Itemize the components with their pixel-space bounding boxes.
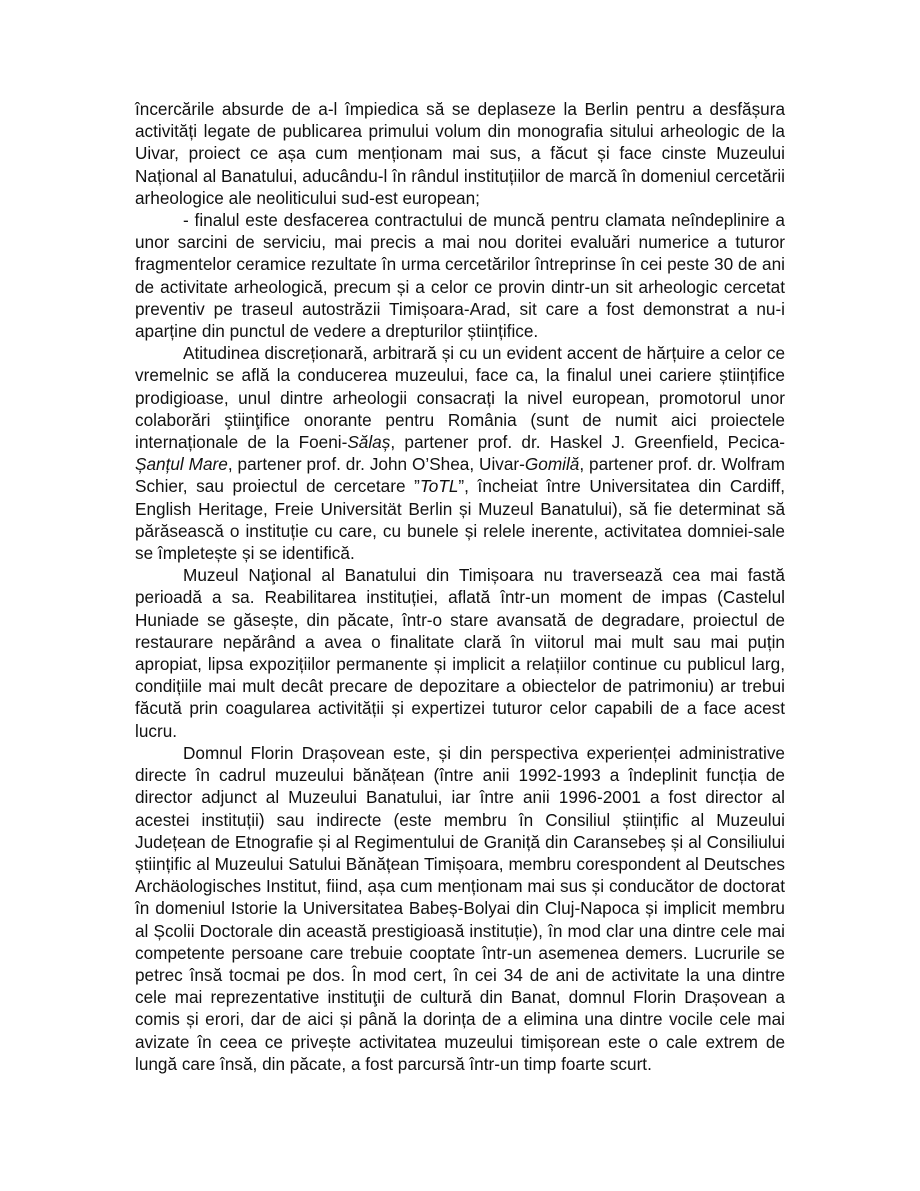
- paragraph-attitude: [135, 342, 785, 564]
- paragraph-text: Domnul Florin Drașovean este, și din perspectiva experienței administrative directe în cadrul muzeului bănățean (între anii 1992-1993 a îndeplinit funcția de director adjunct al Muzeului Banatului, iar între anii 1996-2001 a fost director al acestei instituții) sau indirecte (este membru în Consiliul științific al Muzeului Județean de Etnografie și al Regimentului de Graniță din Caransebeș și al Consiliului științific al Muzeului Satului Bănățean Timișoara, membru corespondent al Deutsches Archäologisches Institut, fiind, așa cum menționam mai sus și conducător de doctorat în domeniul Istorie la Universitatea Babeș-Bolyai din Cluj-Napoca și implicit membru al Școlii Doctorale din această prestigioasă instituție), în mod clar una dintre cele mai competente persoane care trebuie cooptate într-un asemenea demers. Lucrurile se petrec însă tocmai pe dos. În mod cert, în cei 34 de ani de activitate la una dintre cele mai reprezentative instituţii de cultură din Banat, domnul Florin Drașovean a comis și erori, dar de aici și până la dorința de a elimina una dintre vocile cele mai avizate în ceea ce privește activitatea muzeului timișorean este o cale extrem de lungă care însă, din păcate, a fost parcursă într-un timp foarte scurt.: [135, 742, 785, 1074]
- project-name-italic: ToTL: [419, 476, 459, 497]
- paragraph-continuation: [135, 98, 785, 209]
- paragraph-text: - finalul este desfacerea contractului de muncă pentru clamata neîndeplinire a unor sarcini de serviciu, mai precis a mai nou doritei evaluări numerice a tuturor fragmentelor ceramice rezultate în urma cercetărilor întreprinse în cei peste 30 de ani de activitate arheologică, precum și a celor ce provin dintr-un sit arheologic cercetat preventiv pe traseul autostrăzii Timișoara-Arad, sit care a fost demonstrat a nu-i aparține din punctul de vedere a drepturilor științifice.: [135, 210, 785, 342]
- site-name-italic: Sălaș: [347, 432, 391, 453]
- site-name-italic: Șanțul Mare: [135, 454, 228, 475]
- paragraph-text: Muzeul Naţional al Banatului din Timișoara nu traversează cea mai fastă perioadă a sa. Reabilitarea instituției, aflată într-un moment de impas (Castelul Huniade se găsește, din păcate, într-o stare avansată de degradare, proiectul de restaurare nepărând a avea o finalitate clară în viitorul mai mult sau mai puțin apropiat, lipsa expozițiilor permanente și implicit a relațiilor continue cu publicul larg, condițiile mai mult decât precare de depozitare a obiectelor de patrimoniu) ar trebui făcută prin coagularea activității și expertizei tuturor celor capabili de a face acest lucru.: [135, 565, 785, 741]
- paragraph-text: încercările absurde de a-l împiedica să se deplaseze la Berlin pentru a desfășura activități legate de publicarea primului volum din monografia sitului arheologic de la Uivar, proiect ce așa cum menționam mai sus, a făcut și face cinste Muzeului Național al Banatului, aducându-l în rândul instituțiilor de marcă în domeniul cercetării arheologice ale neoliticului sud-est european;: [135, 99, 785, 208]
- paragraph-museum: [135, 564, 785, 742]
- paragraph-text: ”, încheiat între Universitatea din Cardiff, English Heritage, Freie Universität Berlin și Muzeul Banatului), să fie determinat să părăsească o instituție cu care, cu bunele și relele inerente, activitatea domniei-sale se împletește și se identifică.: [135, 476, 785, 564]
- paragraph-text: , partener prof. dr. Haskel J. Greenfield, Pecica-: [390, 432, 785, 453]
- paragraph-list-item: [135, 209, 785, 342]
- site-name-italic: Gomilă: [524, 454, 580, 475]
- paragraph-text: Atitudinea discreționară, arbitrară și cu un evident accent de hărțuire a celor ce vremelnic se află la conducerea muzeului, face ca, la finalul unei cariere științifice prodigioase, unul dintre arheologii consacrați la nivel european, promotorul unor colaborări ştiinţifice onorante pentru România (sunt de numit aici proiectele internaționale de la Foeni-: [135, 343, 785, 453]
- paragraph-text: , partener prof. dr. John O’Shea, Uivar-: [227, 454, 525, 475]
- paragraph-drasovean: [135, 742, 785, 1075]
- document-page: [135, 98, 785, 1075]
- paragraph-text: , partener prof. dr. Wolfram Schier, sau proiectul de cercetare ”: [135, 454, 786, 497]
